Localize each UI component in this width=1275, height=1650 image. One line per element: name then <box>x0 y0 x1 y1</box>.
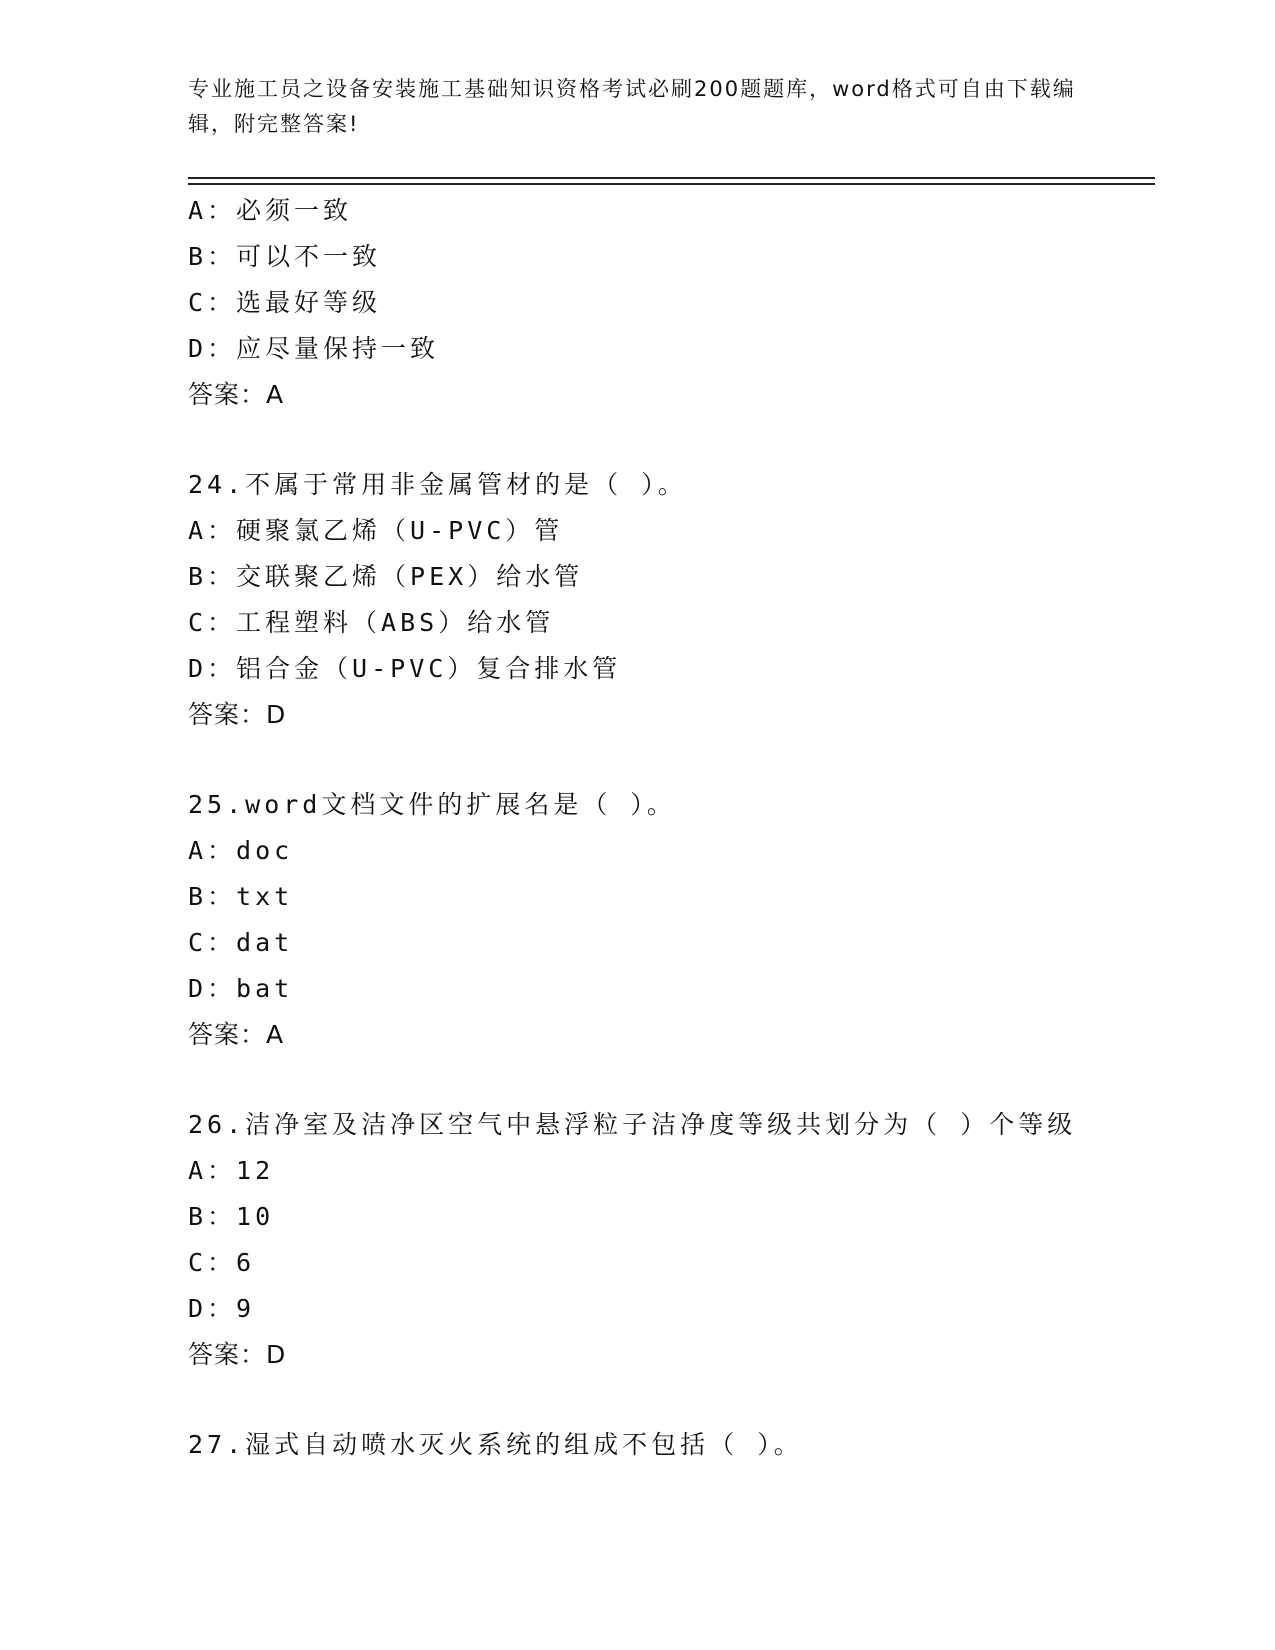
option-c: C：dat <box>188 928 294 957</box>
option-a: A：必须一致 <box>188 196 353 225</box>
option-d: D：bat <box>188 974 294 1003</box>
answer: 答案：D <box>188 700 287 729</box>
question-text: 25.word文档文件的扩展名是（ ）。 <box>188 790 676 819</box>
option-b: B：可以不一致 <box>188 242 382 271</box>
option-a: A：硬聚氯乙烯（U-PVC）管 <box>188 516 564 545</box>
answer: 答案：A <box>188 1020 285 1049</box>
option-c: C：6 <box>188 1248 256 1277</box>
header-divider-top <box>188 177 1155 179</box>
question-text: 24.不属于常用非金属管材的是（ ）。 <box>188 470 687 499</box>
option-b: B：txt <box>188 882 294 911</box>
question-text: 27.湿式自动喷水灭火系统的组成不包括（ ）。 <box>188 1430 803 1459</box>
option-c: C：工程塑料（ABS）给水管 <box>188 608 555 637</box>
option-a: A：doc <box>188 836 294 865</box>
document-title: 专业施工员之设备安装施工基础知识资格考试必刷200题题库，word格式可自由下载编辑，附完整答案! <box>188 77 1076 136</box>
option-d: D：应尽量保持一致 <box>188 334 440 363</box>
question-27 <box>188 1422 1148 1468</box>
option-d: D：9 <box>188 1294 256 1323</box>
answer: 答案：A <box>188 380 285 409</box>
header-divider-bottom <box>188 183 1155 185</box>
answer: 答案：D <box>188 1340 287 1369</box>
option-d: D：铝合金（U-PVC）复合排水管 <box>188 654 622 683</box>
option-b: B：交联聚乙烯（PEX）给水管 <box>188 562 584 591</box>
option-a: A：12 <box>188 1156 275 1185</box>
option-b: B：10 <box>188 1202 275 1231</box>
question-24 <box>188 462 1148 738</box>
question-26 <box>188 1102 1148 1378</box>
question-continued <box>188 188 1148 1468</box>
option-c: C：选最好等级 <box>188 288 382 317</box>
question-25 <box>188 782 1148 1058</box>
question-text: 26.洁净室及洁净区空气中悬浮粒子洁净度等级共划分为（ ）个等级 <box>188 1110 1077 1139</box>
